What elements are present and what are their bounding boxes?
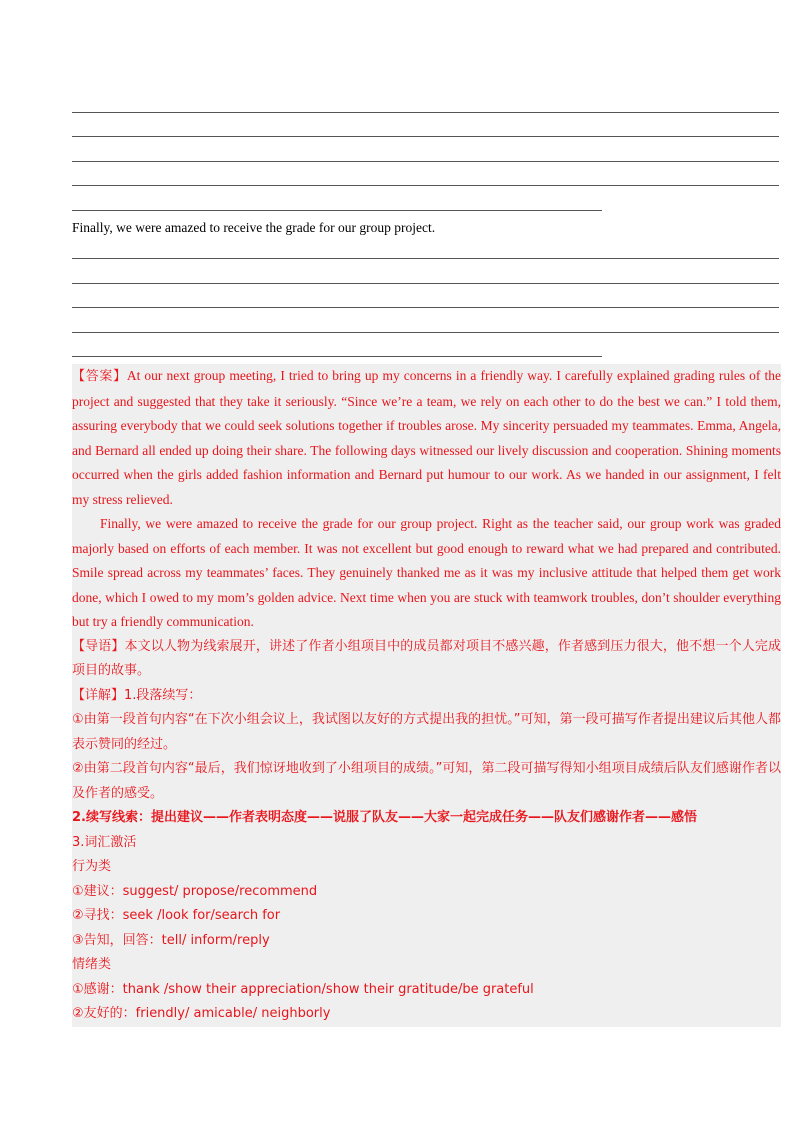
writing-line — [72, 161, 779, 162]
answer-tag: 【答案】 — [72, 369, 127, 384]
vocab-item: ①感谢：thank /show their appreciation/show their gratitude/be grateful — [72, 981, 534, 997]
answer-paragraph-1-text: At our next group meeting, I tried to bring up my concerns in a friendly way. I carefully explained grading rules of the project and suggested that they take it seriously. “Since we’re a team, we rely on each other to do the best we can.” I told them, assuring everybody that we could seek solutions together if troubles arose. My sincerity persuaded my teammates. Emma, Angela, and Bernard all ended up doing their share. The following days witnessed our lively discussion and cooperation. Shining moments occurred when the girls added fashion information and Bernard put humour to our work. As we handed in our assignment, I felt my stress relieved. — [72, 368, 781, 507]
writing-line — [72, 210, 602, 211]
detail-tag: 【详解】 — [72, 687, 125, 703]
answer-section — [72, 364, 781, 1027]
writing-line — [72, 356, 602, 357]
vocab-item: ②友好的：friendly/ amicable/ neighborly — [72, 1006, 331, 1021]
writing-line — [72, 185, 779, 186]
writing-line — [72, 332, 779, 333]
detail-heading-1 — [72, 684, 781, 709]
vocab-item: ③告知，回答：tell/ inform/reply — [72, 932, 270, 948]
vocab-category-behavior: 行为类 — [72, 859, 112, 874]
detail-heading-2: 2.续写线索：提出建议——作者表明态度——说服了队友——大家一起完成任务——队友们感谢作者——感悟 — [72, 810, 697, 825]
guide-section — [72, 635, 781, 684]
writing-line — [72, 283, 779, 284]
vocab-item: ②寻找：seek /look for/search for — [72, 908, 281, 923]
detail-heading-3: 3.词汇激活 — [72, 834, 137, 850]
guide-tag: 【导语】 — [72, 638, 125, 654]
detail-heading-1-text: 1.段落续写： — [124, 687, 202, 703]
guide-text: 本文以人物为线索展开，讲述了作者小组项目中的成员都对项目不感兴趣，作者感到压力很大，他不想一个人完成项目的故事。 — [72, 638, 781, 678]
vocab-category-emotion: 情绪类 — [72, 957, 112, 972]
answer-paragraph-2: Finally, we were amazed to receive the grade for our group project. Right as the teacher said, our group work was graded majorly based on efforts of each member. It was not excellent but good enough to reward what we had prepared and contributed. Smile spread across my teammates’ faces. They genuinely thanked me as it was my inclusive attitude that helped them get work done, which I owed to my mom’s golden advice. Next time when you are stuck with teamwork troubles, don’t shoulder everything but try a friendly communication. — [72, 516, 781, 629]
paragraph-2-opening-sentence: Finally, we were amazed to receive the grade for our group project. — [72, 220, 436, 235]
answer-paragraph-1 — [72, 364, 781, 512]
detail-item-1: ①由第一段首句内容“在下次小组会议上，我试图以友好的方式提出我的担忧。”可知，第一段可描写作者提出建议后其他人都表示赞同的经过。 — [72, 712, 781, 752]
writing-line — [72, 307, 779, 308]
writing-line — [72, 258, 779, 259]
vocab-item: ①建议：suggest/ propose/recommend — [72, 883, 318, 899]
writing-line — [72, 136, 779, 137]
detail-item-2: ②由第二段首句内容“最后，我们惊讶地收到了小组项目的成绩。”可知，第二段可描写得知小组项目成绩后队友们感谢作者以及作者的感受。 — [72, 761, 781, 801]
writing-line — [72, 112, 779, 113]
